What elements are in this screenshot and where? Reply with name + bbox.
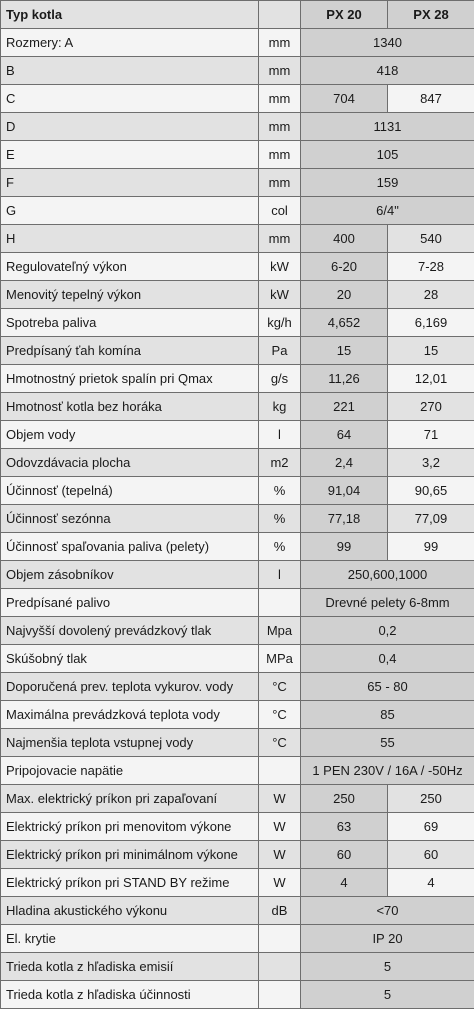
row-value-px28: 99 <box>388 533 474 561</box>
row-unit: mm <box>259 57 301 85</box>
row-parameter: Odovzdávacia plocha <box>1 449 259 477</box>
row-value-px20: 63 <box>301 813 388 841</box>
row-value-px20: 91,04 <box>301 477 388 505</box>
table-row <box>1 813 474 841</box>
row-parameter: Menovitý tepelný výkon <box>1 281 259 309</box>
row-parameter: Najmenšia teplota vstupnej vody <box>1 729 259 757</box>
table-row <box>1 365 474 393</box>
row-value-shared: <70 <box>301 897 474 925</box>
table-row <box>1 589 474 617</box>
table-row <box>1 169 474 197</box>
row-unit: W <box>259 813 301 841</box>
row-value-px20: 60 <box>301 841 388 869</box>
row-parameter: Doporučená prev. teplota vykurov. vody <box>1 673 259 701</box>
row-value-px20: 99 <box>301 533 388 561</box>
row-parameter: Predpísané palivo <box>1 589 259 617</box>
row-value-shared: 0,2 <box>301 617 474 645</box>
table-row <box>1 113 474 141</box>
row-parameter: Účinnosť sezónna <box>1 505 259 533</box>
table-row <box>1 197 474 225</box>
row-value-px20: 4 <box>301 869 388 897</box>
row-value-shared: 1 PEN 230V / 16A / -50Hz <box>301 757 474 785</box>
row-parameter: Elektrický príkon pri minimálnom výkone <box>1 841 259 869</box>
row-unit: mm <box>259 225 301 253</box>
row-unit: % <box>259 533 301 561</box>
row-unit <box>259 953 301 981</box>
row-parameter: Objem zásobníkov <box>1 561 259 589</box>
row-unit: W <box>259 869 301 897</box>
row-unit: mm <box>259 29 301 57</box>
table-row <box>1 477 474 505</box>
table-row <box>1 981 474 1009</box>
row-unit: °C <box>259 673 301 701</box>
row-value-px28: 6,169 <box>388 309 474 337</box>
row-parameter: Elektrický príkon pri menovitom výkone <box>1 813 259 841</box>
table-row <box>1 841 474 869</box>
header-param-label: Typ kotla <box>1 1 259 29</box>
row-unit: kW <box>259 253 301 281</box>
row-parameter: Najvyšší dovolený prevádzkový tlak <box>1 617 259 645</box>
table-row <box>1 57 474 85</box>
row-unit <box>259 925 301 953</box>
row-parameter: F <box>1 169 259 197</box>
header-model-px20: PX 20 <box>301 1 388 29</box>
row-value-px28: 71 <box>388 421 474 449</box>
row-parameter: Pripojovacie napätie <box>1 757 259 785</box>
row-value-px28: 90,65 <box>388 477 474 505</box>
row-value-shared: 5 <box>301 953 474 981</box>
table-row <box>1 645 474 673</box>
row-parameter: C <box>1 85 259 113</box>
row-unit: col <box>259 197 301 225</box>
row-value-px28: 60 <box>388 841 474 869</box>
table-row <box>1 85 474 113</box>
row-unit: kW <box>259 281 301 309</box>
table-row <box>1 701 474 729</box>
row-value-shared: 6/4" <box>301 197 474 225</box>
table-row <box>1 729 474 757</box>
row-unit: l <box>259 421 301 449</box>
row-unit <box>259 981 301 1009</box>
row-parameter: Hmotnosť kotla bez horáka <box>1 393 259 421</box>
row-value-shared: 1340 <box>301 29 474 57</box>
header-model-px28: PX 28 <box>388 1 474 29</box>
row-unit: °C <box>259 729 301 757</box>
table-row <box>1 869 474 897</box>
row-value-px28: 540 <box>388 225 474 253</box>
table-row <box>1 421 474 449</box>
row-value-shared: Drevné pelety 6-8mm <box>301 589 474 617</box>
row-unit: kg/h <box>259 309 301 337</box>
row-value-px28: 3,2 <box>388 449 474 477</box>
row-parameter: H <box>1 225 259 253</box>
table-row <box>1 281 474 309</box>
row-parameter: Regulovateľný výkon <box>1 253 259 281</box>
row-value-shared: 85 <box>301 701 474 729</box>
row-parameter: Rozmery: A <box>1 29 259 57</box>
row-value-shared: 159 <box>301 169 474 197</box>
row-unit: MPa <box>259 645 301 673</box>
table-row <box>1 953 474 981</box>
row-unit <box>259 757 301 785</box>
table-row <box>1 393 474 421</box>
table-row <box>1 561 474 589</box>
row-unit: g/s <box>259 365 301 393</box>
table-row <box>1 309 474 337</box>
table-row <box>1 337 474 365</box>
row-unit: l <box>259 561 301 589</box>
spec-table-body <box>1 1 474 1009</box>
row-value-px20: 2,4 <box>301 449 388 477</box>
row-value-shared: 55 <box>301 729 474 757</box>
row-value-shared: 65 - 80 <box>301 673 474 701</box>
row-value-shared: 418 <box>301 57 474 85</box>
row-unit: dB <box>259 897 301 925</box>
table-row <box>1 897 474 925</box>
header-unit-label <box>259 1 301 29</box>
row-unit <box>259 589 301 617</box>
row-value-px20: 64 <box>301 421 388 449</box>
row-parameter: Účinnosť spaľovania paliva (pelety) <box>1 533 259 561</box>
row-unit: mm <box>259 169 301 197</box>
row-unit: W <box>259 841 301 869</box>
table-row <box>1 225 474 253</box>
row-parameter: Objem vody <box>1 421 259 449</box>
row-value-shared: 0,4 <box>301 645 474 673</box>
table-row <box>1 673 474 701</box>
row-value-px20: 6-20 <box>301 253 388 281</box>
row-parameter: E <box>1 141 259 169</box>
row-value-px20: 77,18 <box>301 505 388 533</box>
row-value-px20: 400 <box>301 225 388 253</box>
table-row <box>1 29 474 57</box>
row-value-px28: 69 <box>388 813 474 841</box>
table-row <box>1 141 474 169</box>
row-value-px28: 4 <box>388 869 474 897</box>
table-row <box>1 785 474 813</box>
row-value-px20: 11,26 <box>301 365 388 393</box>
row-unit: Mpa <box>259 617 301 645</box>
row-value-px28: 270 <box>388 393 474 421</box>
row-value-shared: 1131 <box>301 113 474 141</box>
row-parameter: Účinnosť (tepelná) <box>1 477 259 505</box>
row-unit: Pa <box>259 337 301 365</box>
row-value-px20: 20 <box>301 281 388 309</box>
row-parameter: Predpísaný ťah komína <box>1 337 259 365</box>
table-row <box>1 533 474 561</box>
row-parameter: Maximálna prevádzková teplota vody <box>1 701 259 729</box>
row-value-px28: 250 <box>388 785 474 813</box>
row-parameter: Trieda kotla z hľadiska účinnosti <box>1 981 259 1009</box>
row-value-px20: 4,652 <box>301 309 388 337</box>
row-value-px28: 7-28 <box>388 253 474 281</box>
row-unit: kg <box>259 393 301 421</box>
table-row <box>1 505 474 533</box>
row-unit: mm <box>259 113 301 141</box>
row-parameter: Max. elektrický príkon pri zapaľovaní <box>1 785 259 813</box>
row-value-px28: 15 <box>388 337 474 365</box>
table-row <box>1 757 474 785</box>
row-unit: % <box>259 477 301 505</box>
row-unit: W <box>259 785 301 813</box>
row-unit: mm <box>259 141 301 169</box>
row-value-shared: IP 20 <box>301 925 474 953</box>
row-parameter: Elektrický príkon pri STAND BY režime <box>1 869 259 897</box>
row-value-px28: 28 <box>388 281 474 309</box>
row-parameter: Hmotnostný prietok spalín pri Qmax <box>1 365 259 393</box>
row-unit: m2 <box>259 449 301 477</box>
table-row <box>1 253 474 281</box>
row-parameter: Hladina akustického výkonu <box>1 897 259 925</box>
row-parameter: B <box>1 57 259 85</box>
row-parameter: G <box>1 197 259 225</box>
row-unit: °C <box>259 701 301 729</box>
row-value-px28: 12,01 <box>388 365 474 393</box>
row-parameter: Spotreba paliva <box>1 309 259 337</box>
row-value-px20: 221 <box>301 393 388 421</box>
table-row <box>1 449 474 477</box>
row-value-px28: 847 <box>388 85 474 113</box>
table-header-row <box>1 1 474 29</box>
row-value-px20: 250 <box>301 785 388 813</box>
row-value-px20: 704 <box>301 85 388 113</box>
row-unit: % <box>259 505 301 533</box>
row-value-shared: 105 <box>301 141 474 169</box>
table-row <box>1 617 474 645</box>
row-value-shared: 5 <box>301 981 474 1009</box>
row-unit: mm <box>259 85 301 113</box>
row-parameter: Skúšobný tlak <box>1 645 259 673</box>
row-parameter: D <box>1 113 259 141</box>
table-row <box>1 925 474 953</box>
row-parameter: Trieda kotla z hľadiska emisií <box>1 953 259 981</box>
row-value-px20: 15 <box>301 337 388 365</box>
row-value-px28: 77,09 <box>388 505 474 533</box>
row-parameter: El. krytie <box>1 925 259 953</box>
row-value-shared: 250,600,1000 <box>301 561 474 589</box>
